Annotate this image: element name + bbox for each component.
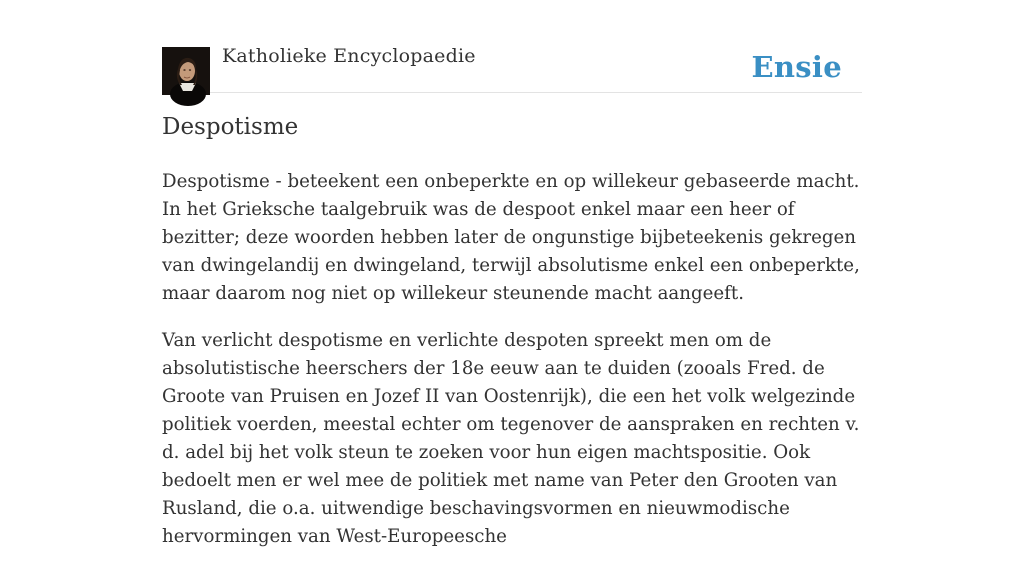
site-name[interactable]: Katholieke Encyclopaedie bbox=[222, 45, 476, 67]
portrait-avatar-icon[interactable] bbox=[162, 47, 210, 95]
brand-logo[interactable]: Ensie bbox=[751, 50, 842, 84]
article-paragraph: Van verlicht despotisme en verlichte despoten spreekt men om de absolutistische heerschers der 18e eeuw aan te duiden (zooals Fred. de Groote van Pruisen en Jozef II van Oostenrijk), die een het volk welgezinde politiek voerden, meestal echter om tegenover de aanspraken en rechten v. d. adel bij het volk steun te zoeken voor hun eigen machtspositie. Ook bedoelt men er wel mee de politiek met name van Peter den Grooten van Rusland, die o.a. uitwendige beschavingsvormen en nieuwmodische hervormingen van West-Europeesche bbox=[162, 330, 860, 547]
article-body bbox=[162, 168, 866, 570]
page-title: Despotisme bbox=[162, 114, 299, 140]
site-header bbox=[162, 0, 862, 93]
article-page bbox=[162, 0, 862, 547]
article-paragraph: Despotisme - beteekent een onbeperkte en op willekeur gebaseerde macht. In het Grieksche taalgebruik was de despoot enkel maar een heer of bezitter; deze woorden hebben later de ongunstige bijbeteekenis gekregen van dwingelandij en dwingeland, terwijl absolutisme enkel een onbeperkte, maar daarom nog niet op willekeur steunende macht aangeeft. bbox=[162, 171, 860, 304]
